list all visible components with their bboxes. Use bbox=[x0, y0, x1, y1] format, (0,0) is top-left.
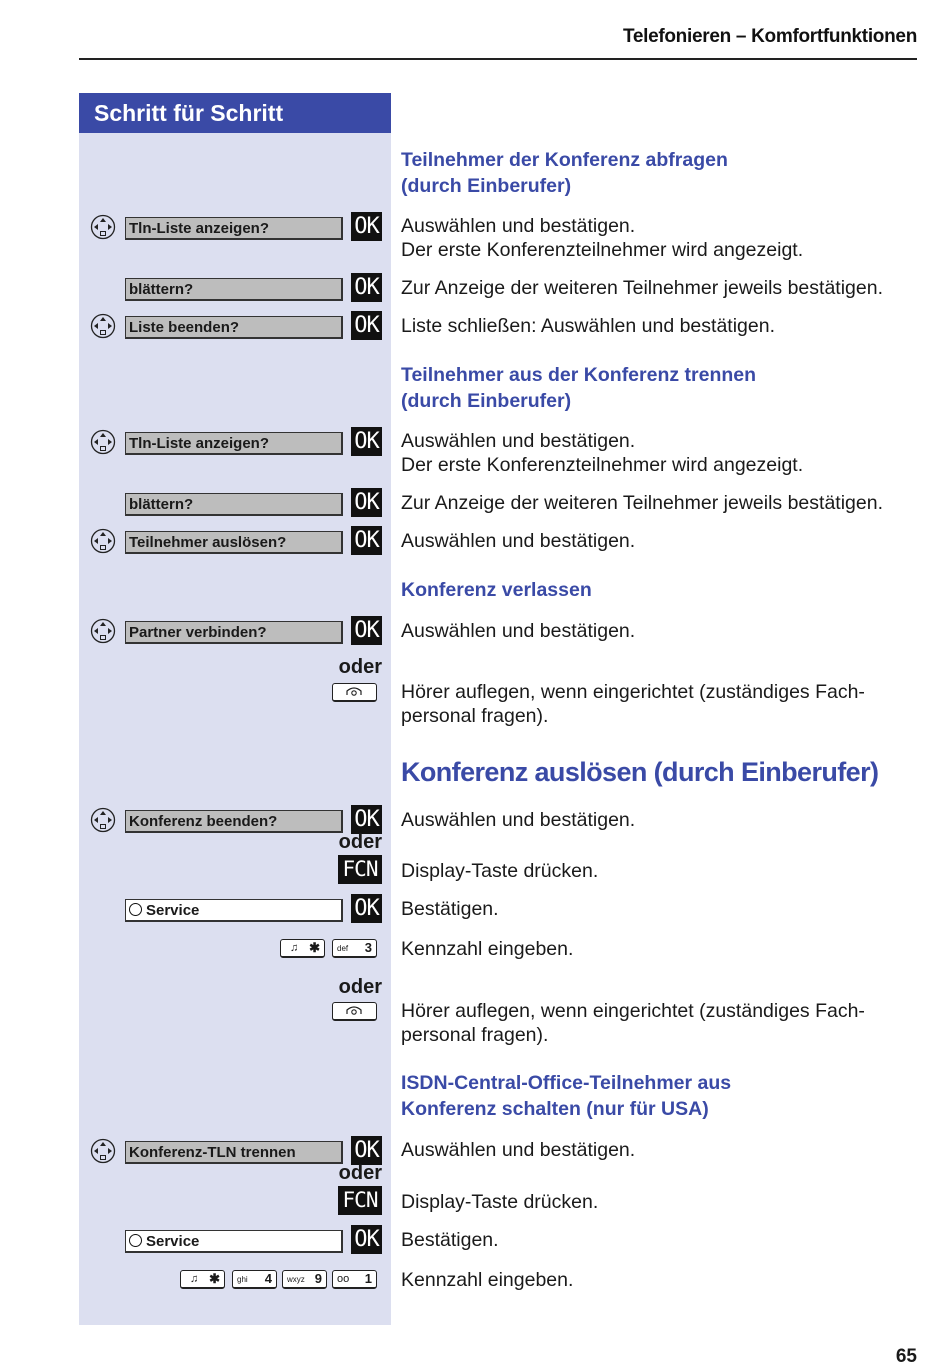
instruction-text: Display-Taste drücken. bbox=[401, 860, 599, 882]
instruction-text: Auswählen und bestätigen. bbox=[401, 620, 636, 642]
heading-line: Konferenz schalten (nur für USA) bbox=[401, 1098, 709, 1120]
key-letters: def bbox=[337, 944, 349, 953]
bell-icon: ♫ bbox=[290, 942, 299, 954]
heading-line: Teilnehmer aus der Konferenz trennen bbox=[401, 364, 757, 386]
instruction-text: Bestätigen. bbox=[401, 1229, 499, 1251]
key-label: 4 bbox=[264, 1271, 272, 1286]
star-key[interactable] bbox=[180, 1270, 225, 1289]
oder-label: oder bbox=[338, 1162, 382, 1184]
instruction-text: Display-Taste drücken. bbox=[401, 1191, 599, 1213]
navigation-key-icon bbox=[90, 1138, 116, 1164]
display-menu-item[interactable]: Tln-Liste anzeigen? bbox=[125, 217, 343, 240]
ok-key[interactable]: OK bbox=[351, 894, 382, 923]
key-label: 3 bbox=[364, 940, 372, 955]
page-number: 65 bbox=[895, 1346, 917, 1367]
instruction-text: Kennzahl eingeben. bbox=[401, 1269, 574, 1291]
key-label: ✱ bbox=[309, 940, 320, 955]
menu-label: Service bbox=[146, 902, 200, 919]
navigation-key-icon bbox=[90, 313, 116, 339]
oder-label: oder bbox=[338, 976, 382, 998]
display-menu-item[interactable]: Teilnehmer auslösen? bbox=[125, 531, 343, 554]
navigation-key-icon bbox=[90, 429, 116, 455]
navigation-key-icon bbox=[90, 618, 116, 644]
option-circle-icon bbox=[129, 903, 142, 916]
star-key[interactable] bbox=[280, 939, 325, 958]
oder-label: oder bbox=[338, 831, 382, 853]
on-hook-key[interactable] bbox=[332, 683, 377, 702]
ok-key[interactable]: OK bbox=[351, 1225, 382, 1254]
instruction-text: Bestätigen. bbox=[401, 898, 499, 920]
heading-line: Teilnehmer der Konferenz abfragen bbox=[401, 149, 728, 171]
service-menu-item[interactable] bbox=[125, 1230, 343, 1253]
display-menu-item[interactable]: blättern? bbox=[125, 493, 343, 516]
ok-key[interactable]: OK bbox=[351, 488, 382, 517]
key-label: ✱ bbox=[209, 1271, 220, 1286]
ok-key[interactable]: OK bbox=[351, 1136, 382, 1165]
heading-line: (durch Einberufer) bbox=[401, 175, 572, 197]
instruction-text: Auswählen und bestätigen. bbox=[401, 809, 636, 831]
display-menu-item[interactable]: Tln-Liste anzeigen? bbox=[125, 432, 343, 455]
key-label: 1 bbox=[364, 1271, 372, 1286]
heading-line: ISDN-Central-Office-Teilnehmer aus bbox=[401, 1072, 732, 1094]
bell-icon: ♫ bbox=[190, 1273, 199, 1285]
key-letters: ghi bbox=[237, 1275, 248, 1284]
section-heading: Konferenz verlassen bbox=[401, 579, 592, 601]
instruction-text: personal fragen). bbox=[401, 1024, 549, 1046]
instruction-text: Der erste Konferenzteilnehmer wird angezeigt. bbox=[401, 454, 804, 476]
navigation-key-icon bbox=[90, 807, 116, 833]
voicemail-icon: oo bbox=[337, 1273, 350, 1285]
handset-icon bbox=[333, 684, 375, 699]
ok-key[interactable]: OK bbox=[351, 311, 382, 340]
digit-key-4[interactable] bbox=[232, 1270, 277, 1289]
section-title: Konferenz auslösen (durch Einberufer) bbox=[401, 757, 879, 787]
instruction-text: Der erste Konferenzteilnehmer wird angezeigt. bbox=[401, 239, 804, 261]
key-label: 9 bbox=[314, 1271, 322, 1286]
navigation-key-icon bbox=[90, 214, 116, 240]
option-circle-icon bbox=[129, 1234, 142, 1247]
instruction-text: Zur Anzeige der weiteren Teilnehmer jeweils bestätigen. bbox=[401, 277, 883, 299]
instruction-text: Auswählen und bestätigen. bbox=[401, 1139, 636, 1161]
ok-key[interactable]: OK bbox=[351, 212, 382, 241]
instruction-text: Auswählen und bestätigen. bbox=[401, 530, 636, 552]
digit-key-3[interactable] bbox=[332, 939, 377, 958]
instruction-text: Hörer auflegen, wenn eingerichtet (zuständiges Fach- bbox=[401, 681, 865, 703]
heading-line: (durch Einberufer) bbox=[401, 390, 572, 412]
running-header: Telefonieren – Komfortfunktionen bbox=[622, 26, 917, 47]
display-menu-item[interactable]: blättern? bbox=[125, 278, 343, 301]
digit-key-9[interactable] bbox=[282, 1270, 327, 1289]
navigation-key-icon bbox=[90, 528, 116, 554]
ok-key[interactable]: OK bbox=[351, 616, 382, 645]
instruction-text: Auswählen und bestätigen. bbox=[401, 430, 636, 452]
instruction-text: Hörer auflegen, wenn eingerichtet (zuständiges Fach- bbox=[401, 1000, 865, 1022]
header-rule bbox=[79, 58, 917, 60]
digit-key-1[interactable] bbox=[332, 1270, 377, 1289]
sidebar-title: Schritt für Schritt bbox=[79, 93, 391, 133]
instruction-text: Liste schließen: Auswählen und bestätigen. bbox=[401, 315, 775, 337]
display-menu-item[interactable]: Partner verbinden? bbox=[125, 621, 343, 644]
instruction-text: personal fragen). bbox=[401, 705, 549, 727]
instruction-text: Kennzahl eingeben. bbox=[401, 938, 574, 960]
oder-label: oder bbox=[338, 656, 382, 678]
handset-icon bbox=[333, 1003, 375, 1018]
instruction-text: Auswählen und bestätigen. bbox=[401, 215, 636, 237]
ok-key[interactable]: OK bbox=[351, 805, 382, 834]
on-hook-key[interactable] bbox=[332, 1002, 377, 1021]
instruction-text: Zur Anzeige der weiteren Teilnehmer jeweils bestätigen. bbox=[401, 492, 883, 514]
service-menu-item[interactable] bbox=[125, 899, 343, 922]
menu-label: Service bbox=[146, 1233, 200, 1250]
ok-key[interactable]: OK bbox=[351, 427, 382, 456]
ok-key[interactable]: OK bbox=[351, 273, 382, 302]
fcn-key[interactable]: FCN bbox=[338, 1186, 382, 1215]
fcn-key[interactable]: FCN bbox=[338, 855, 382, 884]
section-heading bbox=[401, 147, 728, 199]
section-heading bbox=[401, 362, 756, 414]
display-menu-item[interactable]: Konferenz-TLN trennen bbox=[125, 1141, 343, 1164]
key-letters: wxyz bbox=[287, 1275, 305, 1284]
display-menu-item[interactable]: Konferenz beenden? bbox=[125, 810, 343, 833]
ok-key[interactable]: OK bbox=[351, 526, 382, 555]
display-menu-item[interactable]: Liste beenden? bbox=[125, 316, 343, 339]
section-heading bbox=[401, 1070, 731, 1122]
